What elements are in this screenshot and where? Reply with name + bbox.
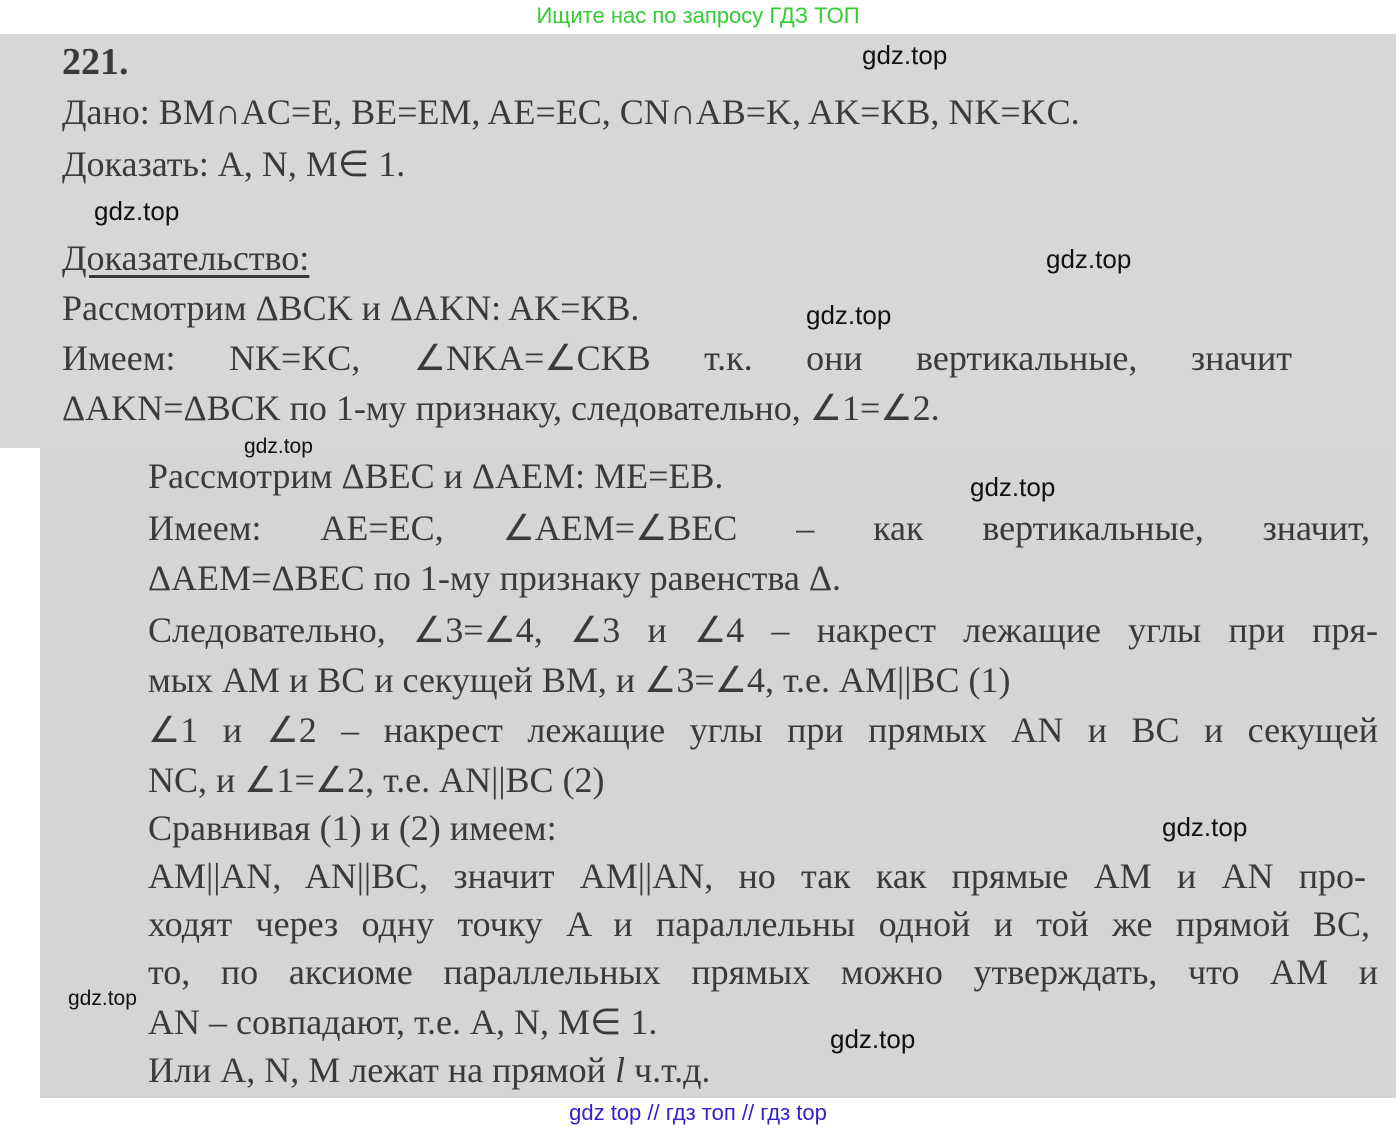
proof-line: Имеем: NK=KC, ∠NKA=∠CKB т.к. они вертикальные, значит <box>62 338 1292 378</box>
proof-line: ∠1 и ∠2 – накрест лежащие углы при прямых AN и BC и секущей <box>148 710 1378 750</box>
watermark: gdz.top <box>806 300 892 330</box>
proof-line: мых AM и BC и секущей BM, и ∠3=∠4, т.е. AM||BC (1) <box>148 660 1011 700</box>
proof-line: AN – совпадают, т.е. A, N, M∈ 1. <box>148 1002 658 1042</box>
proof-line: ΔAKN=ΔBCK по 1-му признаку, следовательно, ∠1=∠2. <box>62 388 940 428</box>
conclusion-line <box>148 1050 710 1090</box>
prove-line: Доказать: A, N, M∈ 1. <box>62 144 406 184</box>
watermark: gdz.top <box>68 987 137 1010</box>
proof-line: AM||AN, AN||BC, значит AM||AN, но так как прямые AM и AN про- <box>148 856 1366 896</box>
watermark: gdz.top <box>830 1024 916 1054</box>
watermark: gdz.top <box>862 40 948 70</box>
problem-number: 221. <box>62 41 129 83</box>
conclusion-suffix: ч.т.д. <box>624 1050 711 1090</box>
given-line: Дано: BM∩AC=E, BE=EM, AE=EC, CN∩AB=K, AK=KB, NK=KC. <box>62 92 1080 132</box>
proof-line: NC, и ∠1=∠2, т.е. AN||BC (2) <box>148 760 605 800</box>
watermark: gdz.top <box>1162 812 1248 842</box>
proof-line: Рассмотрим ΔBEC и ΔAEM: ME=EB. <box>148 456 724 496</box>
conclusion-prefix: Или A, N, M лежат на прямой <box>148 1050 615 1090</box>
proof-line: ΔAEM=ΔBEC по 1-му признаку равенства Δ. <box>148 558 841 598</box>
watermark: gdz.top <box>244 435 313 458</box>
top-banner: Ищите нас по запросу ГДЗ ТОП <box>536 3 860 28</box>
watermark: gdz.top <box>1046 244 1132 274</box>
proof-line: Рассмотрим ΔBCK и ΔAKN: AK=KB. <box>62 288 640 328</box>
line-variable: l <box>614 1050 625 1090</box>
watermark: gdz.top <box>970 472 1056 502</box>
proof-line: Сравнивая (1) и (2) имеем: <box>148 808 557 848</box>
watermark: gdz.top <box>94 196 180 226</box>
footer-links: gdz top // гдз топ // гдз top <box>569 1100 827 1125</box>
proof-line: Имеем: AE=EC, ∠AEM=∠BEC – как вертикальные, значит, <box>148 508 1370 548</box>
proof-line: Следовательно, ∠3=∠4, ∠3 и ∠4 – накрест лежащие углы при пря- <box>148 610 1378 650</box>
proof-heading: Доказательство: <box>62 238 310 278</box>
proof-line: ходят через одну точку A и параллельны одной и той же прямой BC, <box>148 904 1370 944</box>
proof-line: то, по аксиоме параллельных прямых можно утверждать, что AM и <box>148 952 1378 992</box>
